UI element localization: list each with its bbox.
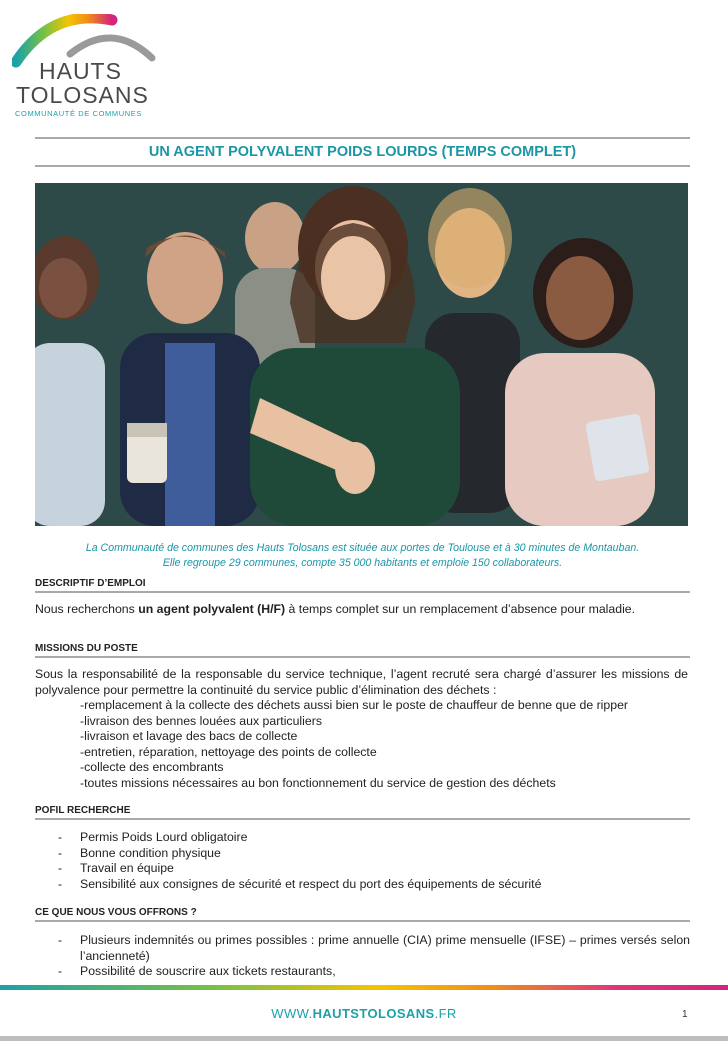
descriptif-text bbox=[35, 602, 688, 618]
offre-item: Possibilité de souscrire aux tickets restaurants, bbox=[80, 964, 336, 979]
footer-color-band bbox=[0, 985, 728, 990]
descriptif-text-end: à temps complet sur un remplacement d’absence pour maladie. bbox=[285, 602, 636, 616]
list-item bbox=[58, 933, 690, 964]
team-photo-illustration bbox=[35, 183, 688, 526]
intro-line-1: La Communauté de communes des Hauts Tolosans est située aux portes de Toulouse et à 30 minutes de Montauban. bbox=[85, 542, 640, 554]
logo bbox=[12, 14, 162, 124]
profil-item: Travail en équipe bbox=[80, 861, 174, 876]
bullet-dash: - bbox=[58, 830, 63, 844]
mission-item: -collecte des encombrants bbox=[80, 760, 224, 775]
descriptif-text-bold: un agent polyvalent (H/F) bbox=[138, 602, 286, 616]
profil-item: Bonne condition physique bbox=[80, 845, 221, 860]
offres-list bbox=[58, 933, 690, 980]
intro-line-2: Elle regroupe 29 communes, compte 35 000 habitants et emploie 150 collaborateurs. bbox=[162, 556, 563, 569]
profil-item: Sensibilité aux consignes de sécurité et respect du port des équipements de sécurité bbox=[80, 876, 542, 891]
bullet-dash: - bbox=[58, 964, 63, 979]
bullet-dash: - bbox=[58, 845, 63, 860]
footer-divider bbox=[0, 1036, 728, 1041]
mission-item: -livraison et lavage des bacs de collecte bbox=[80, 729, 298, 744]
missions-list bbox=[80, 698, 700, 792]
bullet-dash: - bbox=[58, 933, 63, 947]
bullet-dash: - bbox=[58, 861, 63, 876]
descriptif-text-start: Nous recherchons bbox=[35, 602, 139, 616]
footer-website-link[interactable] bbox=[0, 1006, 728, 1021]
footer-url-suffix: .FR bbox=[434, 1006, 457, 1021]
mission-item: -entretien, réparation, nettoyage des points de collecte bbox=[80, 744, 377, 759]
title-bar bbox=[35, 137, 690, 167]
team-photo bbox=[35, 183, 688, 526]
profil-list bbox=[58, 830, 690, 892]
list-item bbox=[58, 877, 690, 893]
footer-url-prefix: WWW. bbox=[271, 1006, 313, 1021]
section-heading-offres: CE QUE NOUS VOUS OFFRONS ? bbox=[35, 907, 690, 922]
mission-item: -toutes missions nécessaires au bon fonctionnement du service de gestion des déchets bbox=[80, 775, 556, 790]
section-heading-profil: POFIL RECHERCHE bbox=[35, 805, 690, 820]
mission-item: -livraison des bennes louées aux particuliers bbox=[80, 713, 322, 728]
missions-intro: Sous la responsabilité de la responsable du service technique, l’agent recruté sera chargé d’assurer les missions de polyvalence pour permettre la continuité du service public d’élimination des déchets : bbox=[35, 667, 688, 697]
list-item bbox=[58, 846, 690, 862]
footer-url-bold: HAUTSTOLOSANS bbox=[312, 1006, 435, 1021]
page-number: 1 bbox=[682, 1009, 688, 1020]
offre-item: Plusieurs indemnités ou primes possibles : prime annuelle (CIA) prime mensuelle (IFSE) – primes versés selon l’ancienneté) bbox=[80, 933, 690, 963]
section-heading-missions: MISSIONS DU POSTE bbox=[35, 643, 690, 658]
section-heading-descriptif: DESCRIPTIF D’EMPLOI bbox=[35, 578, 690, 593]
bullet-dash: - bbox=[58, 876, 63, 891]
logo-line-2: TOLOSANS bbox=[16, 82, 149, 108]
logo-line-1: HAUTS bbox=[39, 58, 122, 84]
logo-subtitle: COMMUNAUTÉ DE COMMUNES bbox=[15, 109, 142, 118]
mission-item: -remplacement à la collecte des déchets aussi bien sur le poste de chauffeur de benne que de ripper bbox=[80, 698, 629, 712]
profil-item: Permis Poids Lourd obligatoire bbox=[80, 830, 248, 844]
list-item bbox=[58, 861, 690, 877]
intro-text bbox=[35, 541, 690, 570]
list-item bbox=[58, 830, 690, 846]
page-title: UN AGENT POLYVALENT POIDS LOURDS (TEMPS COMPLET) bbox=[148, 144, 577, 160]
list-item bbox=[58, 964, 690, 980]
